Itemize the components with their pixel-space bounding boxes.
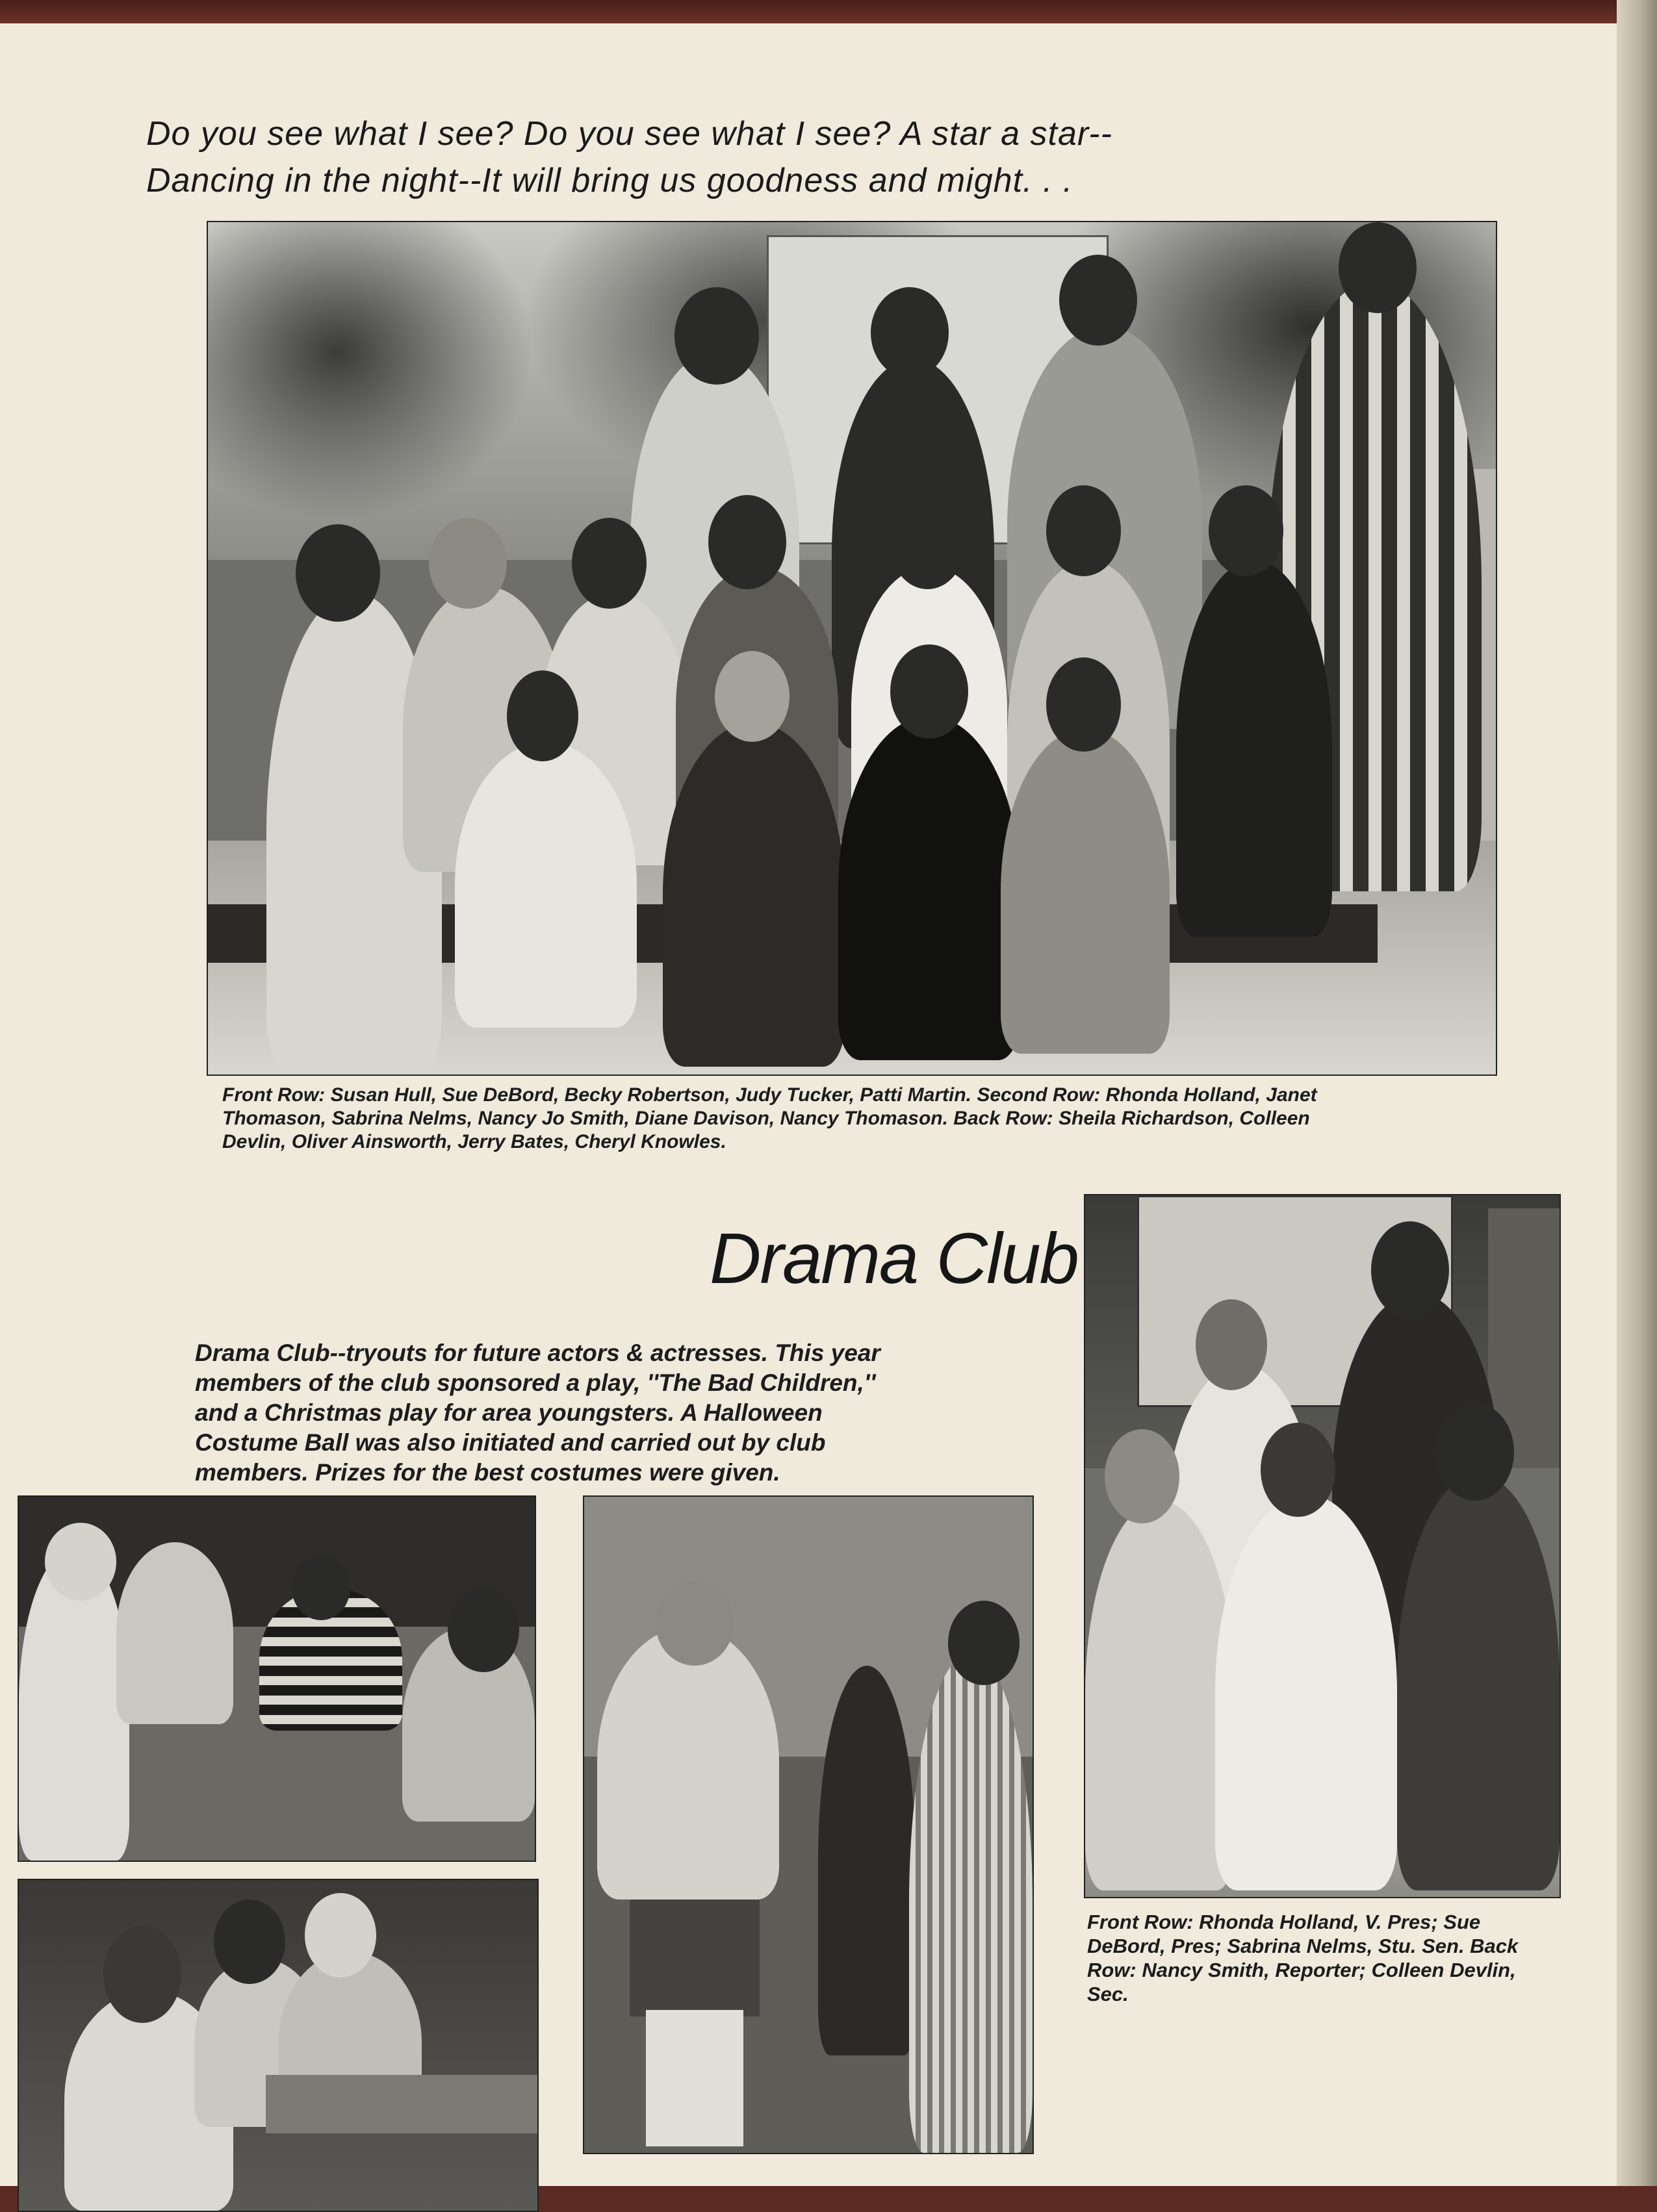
group-photo — [207, 221, 1497, 1076]
description-line-2: members of the club sponsored a play, ''The Bad Children,'' — [195, 1369, 876, 1396]
poem-line-1: Do you see what I see? Do you see what I see? A star a star-- — [146, 115, 1112, 153]
officers-caption-line-1: Front Row: Rhonda Holland, V. Pres; Sue — [1087, 1911, 1481, 1933]
table-scene-photo — [18, 1879, 539, 2212]
description-line-3: and a Christmas play for area youngsters. A Halloween — [195, 1399, 823, 1426]
yearbook-page — [0, 23, 1617, 2186]
group-caption — [222, 1084, 1317, 1154]
description-line-5: members. Prizes for the best costumes were given. — [195, 1459, 780, 1486]
officers-photo — [1084, 1194, 1561, 1898]
craft-table-photo — [18, 1495, 536, 1862]
book-spine-edge — [1617, 0, 1657, 2186]
group-caption-line-2: Thomason, Sabrina Nelms, Nancy Jo Smith, Diane Davison, Nancy Thomason. Back Row: Sheila Richardson, Colleen — [222, 1108, 1310, 1129]
officers-caption — [1087, 1910, 1518, 2006]
costume-ball-photo — [583, 1495, 1034, 2154]
page-top-edge — [0, 0, 1657, 23]
section-title: Drama Club — [710, 1219, 1078, 1299]
description-line-1: Drama Club--tryouts for future actors & actresses. This year — [195, 1340, 880, 1366]
group-caption-line-3: Devlin, Oliver Ainsworth, Jerry Bates, Cheryl Knowles. — [222, 1131, 726, 1152]
group-caption-line-1: Front Row: Susan Hull, Sue DeBord, Becky Robertson, Judy Tucker, Patti Martin. Second Row: Rhonda Holland, Janet — [222, 1084, 1317, 1106]
officers-caption-line-2: DeBord, Pres; Sabrina Nelms, Stu. Sen. Back — [1087, 1935, 1519, 1957]
club-description — [195, 1338, 984, 1488]
officers-caption-line-3: Row: Nancy Smith, Reporter; Colleen Devlin, — [1087, 1959, 1516, 1981]
officers-caption-line-4: Sec. — [1087, 1983, 1129, 2005]
description-line-4: Costume Ball was also initiated and carried out by club — [195, 1429, 826, 1456]
poem-line-2: Dancing in the night--It will bring us goodness and might. . . — [146, 162, 1073, 199]
